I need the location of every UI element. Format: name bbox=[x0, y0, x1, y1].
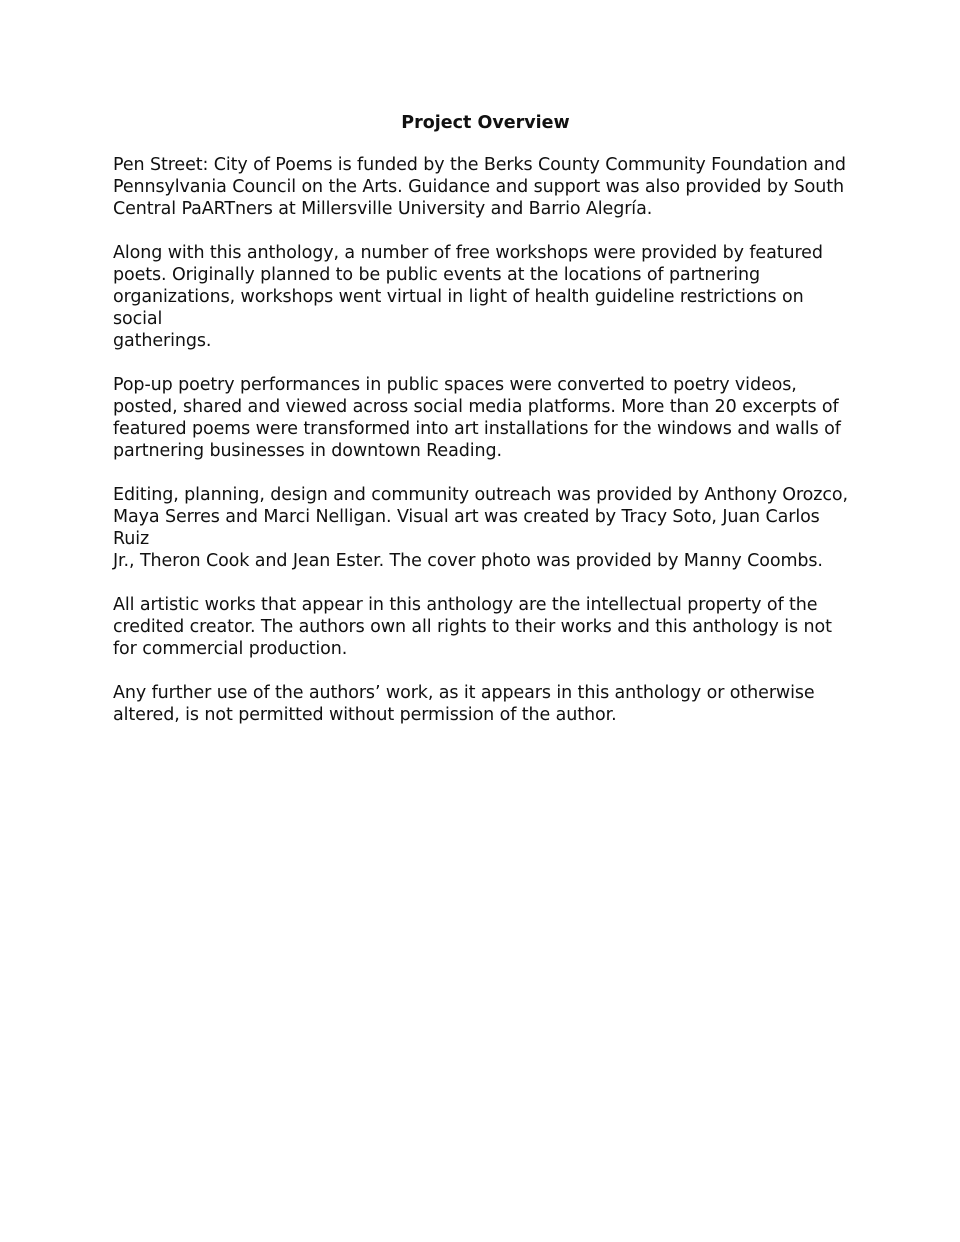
paragraph-credits: Editing, planning, design and community outreach was provided by Anthony Orozco, Maya Serres and Marci Nelligan. Visual art was created by Tracy Soto, Juan Carlos Ruiz Jr., Theron Cook and Jean Ester. The cover photo was provided by Manny Coombs. bbox=[113, 485, 848, 571]
paragraph-permission: Any further use of the authors’ work, as it appears in this anthology or otherwise altered, is not permitted without permission of the author. bbox=[113, 683, 815, 725]
paragraph-workshops: Along with this anthology, a number of free workshops were provided by featured poets. Originally planned to be public events at the locations of partnering organizations, workshops went virtual in light of health guideline restrictions on social gatherings. bbox=[113, 243, 823, 351]
document-page bbox=[113, 110, 858, 748]
paragraph-rights: All artistic works that appear in this anthology are the intellectual property of the credited creator. The authors own all rights to their works and this anthology is not for commercial production. bbox=[113, 595, 832, 659]
paragraph-performances: Pop-up poetry performances in public spaces were converted to poetry videos, posted, shared and viewed across social media platforms. More than 20 excerpts of featured poems were transformed into art installations for the windows and walls of partnering businesses in downtown Reading. bbox=[113, 375, 841, 461]
page-title: Project Overview bbox=[401, 113, 570, 133]
paragraph-funding: Pen Street: City of Poems is funded by the Berks County Community Foundation and Pennsylvania Council on the Arts. Guidance and support was also provided by South Central PaARTners at Millersville University and Barrio Alegría. bbox=[113, 155, 846, 219]
